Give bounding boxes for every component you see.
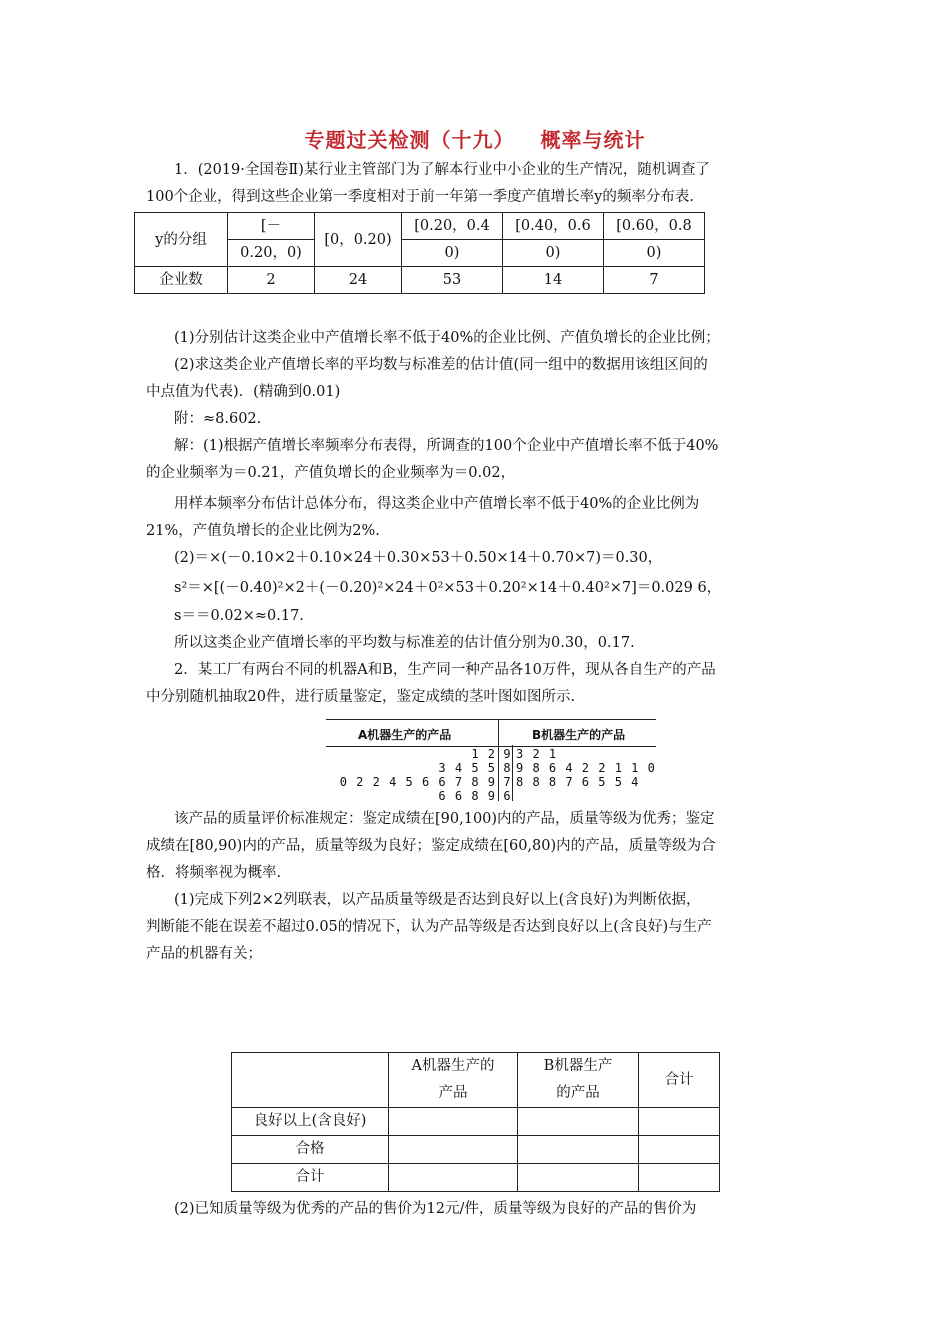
contingency-table [231,1052,720,1192]
empty-cell [518,1136,639,1164]
col-header-text: 产品 [438,1085,468,1101]
divider [512,745,513,801]
corner-cell [232,1053,389,1108]
q2-part1-c: 产品的机器有关； [146,946,262,962]
q1-appendix: 附：≈8.602. [174,411,262,427]
title-main: 专题过关检测（十九） [304,128,515,152]
table-row [232,1136,720,1164]
count-cell: 14 [503,267,604,294]
empty-cell [389,1108,518,1136]
q1-part2-a: (2)求这类企业产值增长率的平均数与标准差的估计值(同一组中的数据用该组区间的 [174,357,708,373]
leaf-b: 9 8 6 4 2 2 1 1 0 [516,761,656,775]
table-row [135,267,705,294]
leaf-b: 8 8 8 7 6 5 5 4 [516,775,640,789]
group-cell: [0.40，0.6 [503,213,604,240]
title-sub: 概率与统计 [540,128,646,152]
row-header-count: 企业数 [135,267,228,294]
q1-part1: (1)分别估计这类企业中产值增长率不低于40%的企业比例、产值负增长的企业比例； [174,330,720,346]
q1-solution-2b: s²＝×[(－0.40)²×2＋(－0.20)²×24＋0²×53＋0.20²×14＋0.40²×7]＝0.029 6， [174,580,722,596]
leaf-a: 6 6 8 9 [438,789,496,803]
empty-cell [639,1164,720,1192]
group-cell: 0) [503,240,604,267]
leaf-a: 1 2 [471,747,496,761]
header-machine-b: B机器生产的产品 [532,728,626,742]
count-cell: 2 [228,267,315,294]
empty-cell [389,1164,518,1192]
q1-line2: 100个企业，得到这些企业第一季度相对于前一年第一季度产值增长率y的频率分布表. [146,189,694,205]
q1-solution-1b: 的企业频率为＝0.21，产值负增长的企业频率为＝0.02， [146,465,516,481]
row-header-pass: 合格 [232,1136,389,1164]
q1-line1: 1．(2019·全国卷Ⅱ)某行业主管部门为了解本行业中小企业的生产情况，随机调查了 [174,162,710,178]
q2-part1-a: (1)完成下列2×2列联表，以产品质量等级是否达到良好以上(含良好)为判断依据， [174,892,701,908]
table-row [232,1164,720,1192]
header-machine-a: A机器生产的产品 [358,728,452,742]
empty-cell [389,1136,518,1164]
row-header-groups: y的分组 [135,213,228,267]
group-cell: [0.20，0.4 [402,213,503,240]
page-title [0,124,950,153]
empty-cell [639,1136,720,1164]
divider [498,719,499,801]
leaf-a: 0 2 2 4 5 6 6 7 8 9 [339,775,496,789]
col-header-machine-a [389,1053,518,1108]
count-cell: 24 [315,267,402,294]
q1-solution-1a: 解：(1)根据产值增长率频率分布表得，所调查的100个企业中产值增长率不低于40% [174,438,719,454]
group-cell: 0) [604,240,705,267]
col-header-machine-b [518,1053,639,1108]
row-header-total: 合计 [232,1164,389,1192]
group-cell: 0.20，0) [228,240,315,267]
row-header-good: 良好以上(含良好) [232,1108,389,1136]
q1-solution-2d: 所以这类企业产值增长率的平均数与标准差的估计值分别为0.30，0.17. [174,635,635,651]
q2-standard-a: 该产品的质量评价标准规定：鉴定成绩在[90,100)内的产品，质量等级为优秀；鉴定 [174,811,715,827]
leaf-b: 3 2 1 [516,747,558,761]
q2-line2: 中分别随机抽取20件，进行质量鉴定，鉴定成绩的茎叶图如图所示. [146,689,576,705]
q1-solution-2a: (2)＝×(－0.10×2＋0.10×24＋0.30×53＋0.50×14＋0.70×7)＝0.30， [174,550,663,566]
stem: 8 [503,761,511,775]
q2-part2: (2)已知质量等级为优秀的产品的售价为12元/件，质量等级为良好的产品的售价为 [174,1201,697,1217]
q1-part2-b: 中点值为代表)．(精确到0.01) [146,384,341,400]
q2-standard-c: 格．将频率视为概率. [146,865,282,881]
table-row [135,213,705,240]
group-cell: [0.60，0.8 [604,213,705,240]
empty-cell [518,1108,639,1136]
q2-part1-b: 判断能不能在误差不超过0.05的情况下，认为产品等级是否达到良好以上(含良好)与生产 [146,919,712,935]
q2-line1: 2．某工厂有两台不同的机器A和B，生产同一种产品各10万件，现从各自生产的产品 [174,662,716,678]
empty-cell [518,1164,639,1192]
count-cell: 53 [402,267,503,294]
group-cell: [－ [228,213,315,240]
empty-cell [639,1108,720,1136]
q1-solution-1d: 21%，产值负增长的企业比例为2%. [146,523,380,539]
col-header-text: B机器生产 [543,1058,613,1074]
q1-solution-2c: s＝＝0.02×≈0.17. [174,608,304,624]
group-cell: 0) [402,240,503,267]
col-header-text: 的产品 [556,1085,600,1101]
stem: 7 [503,775,511,789]
table-row [232,1053,720,1108]
col-header-text: A机器生产的 [411,1058,495,1074]
col-header-total: 合计 [639,1053,720,1108]
stem: 6 [503,789,511,803]
frequency-table [134,212,705,294]
stem: 9 [503,747,511,761]
q2-standard-b: 成绩在[80,90)内的产品，质量等级为良好；鉴定成绩在[60,80)内的产品，质量等级为合 [146,838,716,854]
group-cell: [0，0.20) [315,213,402,267]
table-row [232,1108,720,1136]
q1-solution-1c: 用样本频率分布估计总体分布，得这类企业中产值增长率不低于40%的企业比例为 [174,496,700,512]
leaf-a: 3 4 5 5 [438,761,496,775]
count-cell: 7 [604,267,705,294]
stem-leaf-header [326,719,656,747]
